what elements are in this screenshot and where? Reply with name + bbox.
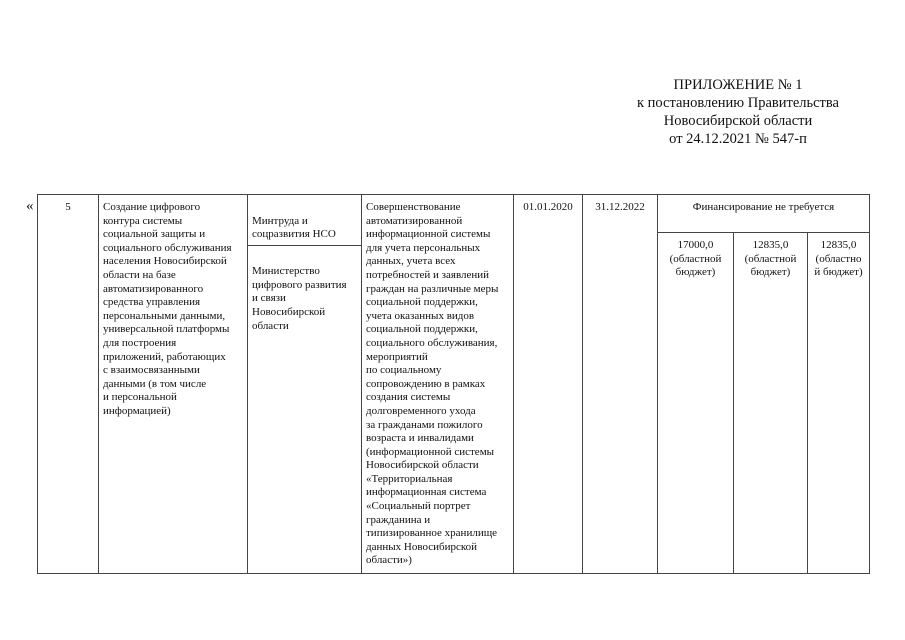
start-date-cell: 01.01.2020 xyxy=(514,195,583,574)
end-date-cell: 31.12.2022 xyxy=(583,195,658,574)
description-cell: Совершенствование автоматизированной информационной системы для учета персональных данных, учета всех потребностей и заявлений граждан на различные меры социальной поддержки, учета оказанных видов социальной поддержки, социального обслуживания, мероприятий по социальному сопровождению в рамках создания системы долговременного ухода за гражданами пожилого возраста и инвалидами (информационной системы Новосибирской области «Территориальная информационная система «Социальный портрет гражданина и типизированное хранилище данных Новосибирской области») xyxy=(362,195,514,574)
financing-note-cell: Финансирование не требуется xyxy=(658,195,870,233)
row-number-cell: 5 xyxy=(38,195,99,574)
program-table xyxy=(37,194,870,574)
financing-year-1-cell: 17000,0 (областной бюджет) xyxy=(658,233,734,574)
financing-year-2-cell: 12835,0 (областной бюджет) xyxy=(734,233,808,574)
header-line-region: Новосибирской области xyxy=(663,113,813,129)
responsible-secondary: Министерство цифрового развития и связи Новосибирской области xyxy=(252,265,347,332)
responsible-primary: Минтруда и соцразвития НСО xyxy=(248,209,361,246)
opening-quote-mark: « xyxy=(26,198,34,214)
header-line-date: от 24.12.2021 № 547-п xyxy=(669,131,807,147)
appendix-header xyxy=(560,76,905,148)
activity-name-cell: Создание цифрового контура системы социальной защиты и социального обслуживания населения Новосибирской области на базе автоматизированного средства управления персональными данными, универсальной платформы для построения приложений, работающих с взаимосвязанными данными (в том числе и персональной информацией) xyxy=(99,195,248,574)
responsible-cell xyxy=(248,195,362,574)
header-line-resolution: к постановлению Правительства xyxy=(637,95,839,111)
table-row xyxy=(38,195,870,233)
financing-year-3-cell: 12835,0 (областно й бюджет) xyxy=(808,233,870,574)
header-line-title: ПРИЛОЖЕНИЕ № 1 xyxy=(673,77,803,93)
